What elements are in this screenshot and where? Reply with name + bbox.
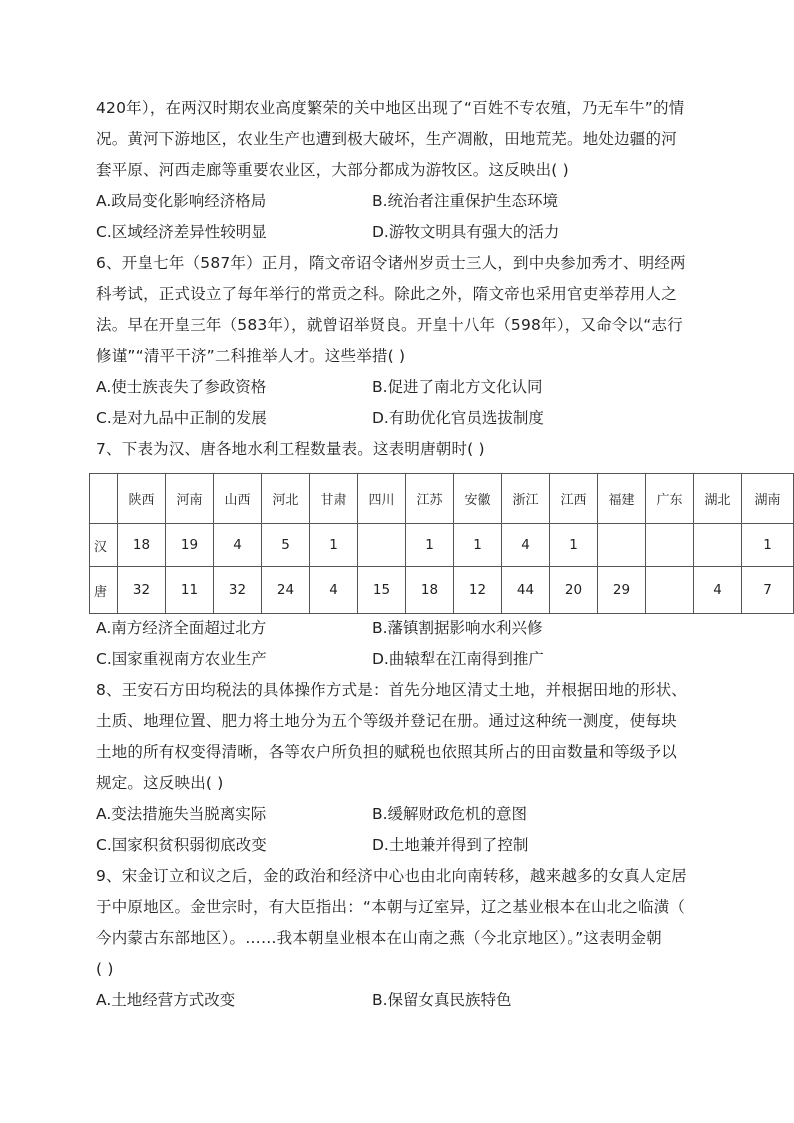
header-province: 山西: [214, 474, 262, 524]
q8-text-line-4: 规定。这反映出( ): [96, 774, 224, 792]
q7-option-b[interactable]: B.藩镇割据影响水利兴修: [372, 619, 543, 637]
table-cell: 12: [454, 567, 502, 614]
q6-option-c[interactable]: C.是对九品中正制的发展: [96, 409, 267, 427]
q8-text-line-2: 土质、地理位置、肥力将土地分为五个等级并登记在册。通过这种统一测度，使每块: [96, 712, 677, 730]
table-header-row: [90, 474, 794, 524]
table-row-tang: [90, 567, 794, 614]
table-cell: 24: [262, 567, 310, 614]
header-province: 湖北: [694, 474, 742, 524]
q9-text-line-2: 于中原地区。金世宗时，有大臣指出：“本朝与辽室异，辽之基业根本在山北之临潢（: [96, 898, 686, 916]
table-cell: [646, 567, 694, 614]
q6-option-a[interactable]: A.使士族丧失了参政资格: [96, 378, 267, 396]
table-cell: 4: [502, 524, 550, 567]
table-row-han: [90, 524, 794, 567]
table-cell: 15: [358, 567, 406, 614]
header-province: 陕西: [118, 474, 166, 524]
table-cell: 1: [454, 524, 502, 567]
header-province: 江西: [550, 474, 598, 524]
table-cell: 18: [406, 567, 454, 614]
header-province: 福建: [598, 474, 646, 524]
table-cell: 4: [310, 567, 358, 614]
table-cell: 32: [118, 567, 166, 614]
q8-option-d[interactable]: D.土地兼并得到了控制: [372, 836, 529, 854]
table-cell: 32: [214, 567, 262, 614]
table-cell: 44: [502, 567, 550, 614]
table-cell: 1: [310, 524, 358, 567]
q5-text-line-1: 420年），在两汉时期农业高度繁荣的关中地区出现了“百姓不专农殖，乃无车牛”的情: [96, 99, 685, 117]
row-label: 汉: [90, 524, 118, 567]
table-cell: [358, 524, 406, 567]
q6-text-line-2: 科考试，正式设立了每年举行的常贡之科。除此之外，隋文帝也采用官吏举荐用人之: [96, 285, 677, 303]
header-province: 安徽: [454, 474, 502, 524]
header-corner: [90, 474, 118, 524]
header-province: 江苏: [406, 474, 454, 524]
q6-option-b[interactable]: B.促进了南北方文化认同: [372, 378, 543, 396]
q5-option-a[interactable]: A.政局变化影响经济格局: [96, 192, 267, 210]
table-cell: 4: [694, 567, 742, 614]
table-cell: 1: [742, 524, 794, 567]
table-cell: 19: [166, 524, 214, 567]
header-province: 河南: [166, 474, 214, 524]
q5-text-line-3: 套平原、河西走廊等重要农业区，大部分都成为游牧区。这反映出( ): [96, 161, 569, 179]
q6-option-d[interactable]: D.有助优化官员选拔制度: [372, 409, 544, 427]
table-cell: 29: [598, 567, 646, 614]
q9-option-b[interactable]: B.保留女真民族特色: [372, 991, 512, 1009]
table-cell: 20: [550, 567, 598, 614]
row-label: 唐: [90, 567, 118, 614]
q6-text-line-3: 法。早在开皇三年（583年），就曾诏举贤良。开皇十八年（598年），又命令以“志行: [96, 316, 683, 334]
q5-option-d[interactable]: D.游牧文明具有强大的活力: [372, 223, 560, 241]
q5-text-line-2: 况。黄河下游地区，农业生产也遭到极大破坏，生产凋敝，田地荒芜。地处边疆的河: [96, 130, 677, 148]
table-cell: [646, 524, 694, 567]
q9-text-line-3: 今内蒙古东部地区）。……我本朝皇业根本在山南之燕（今北京地区）。”这表明金朝: [96, 929, 662, 947]
q5-option-c[interactable]: C.区域经济差异性较明显: [96, 223, 267, 241]
q8-option-c[interactable]: C.国家积贫积弱彻底改变: [96, 836, 267, 854]
table-cell: 18: [118, 524, 166, 567]
header-province: 浙江: [502, 474, 550, 524]
table-cell: 4: [214, 524, 262, 567]
table-cell: 1: [550, 524, 598, 567]
table-cell: 5: [262, 524, 310, 567]
q9-text-line-4: ( ): [96, 960, 114, 978]
table-cell: [598, 524, 646, 567]
q7-option-c[interactable]: C.国家重视南方农业生产: [96, 650, 267, 668]
table-cell: 1: [406, 524, 454, 567]
header-province: 河北: [262, 474, 310, 524]
q8-text-line-1: 8、王安石方田均税法的具体操作方式是：首先分地区清丈土地，并根据田地的形状、: [96, 681, 687, 699]
q8-option-b[interactable]: B.缓解财政危机的意图: [372, 805, 528, 823]
table-cell: [694, 524, 742, 567]
q7-stem: 7、下表为汉、唐各地水利工程数量表。这表明唐朝时( ): [96, 440, 485, 458]
q7-option-d[interactable]: D.曲辕犁在江南得到推广: [372, 650, 544, 668]
q6-text-line-1: 6、开皇七年（587年）正月，隋文帝诏令诸州岁贡士三人，到中央参加秀才、明经两: [96, 254, 686, 272]
water-projects-table: [89, 473, 794, 614]
q7-option-a[interactable]: A.南方经济全面超过北方: [96, 619, 267, 637]
header-province: 甘肃: [310, 474, 358, 524]
header-province: 四川: [358, 474, 406, 524]
q9-text-line-1: 9、宋金订立和议之后，金的政治和经济中心也由北向南转移，越来越多的女真人定居: [96, 867, 687, 885]
table-cell: 11: [166, 567, 214, 614]
header-province: 广东: [646, 474, 694, 524]
q5-option-b[interactable]: B.统治者注重保护生态环境: [372, 192, 559, 210]
q9-option-a[interactable]: A.土地经营方式改变: [96, 991, 236, 1009]
q8-text-line-3: 土地的所有权变得清晰，各等农户所负担的赋税也依照其所占的田亩数量和等级予以: [96, 743, 677, 761]
q6-text-line-4: 修谨”“清平干济”二科推举人才。这些举措( ): [96, 347, 406, 365]
header-province: 湖南: [742, 474, 794, 524]
q8-option-a[interactable]: A.变法措施失当脱离实际: [96, 805, 267, 823]
table-cell: 7: [742, 567, 794, 614]
